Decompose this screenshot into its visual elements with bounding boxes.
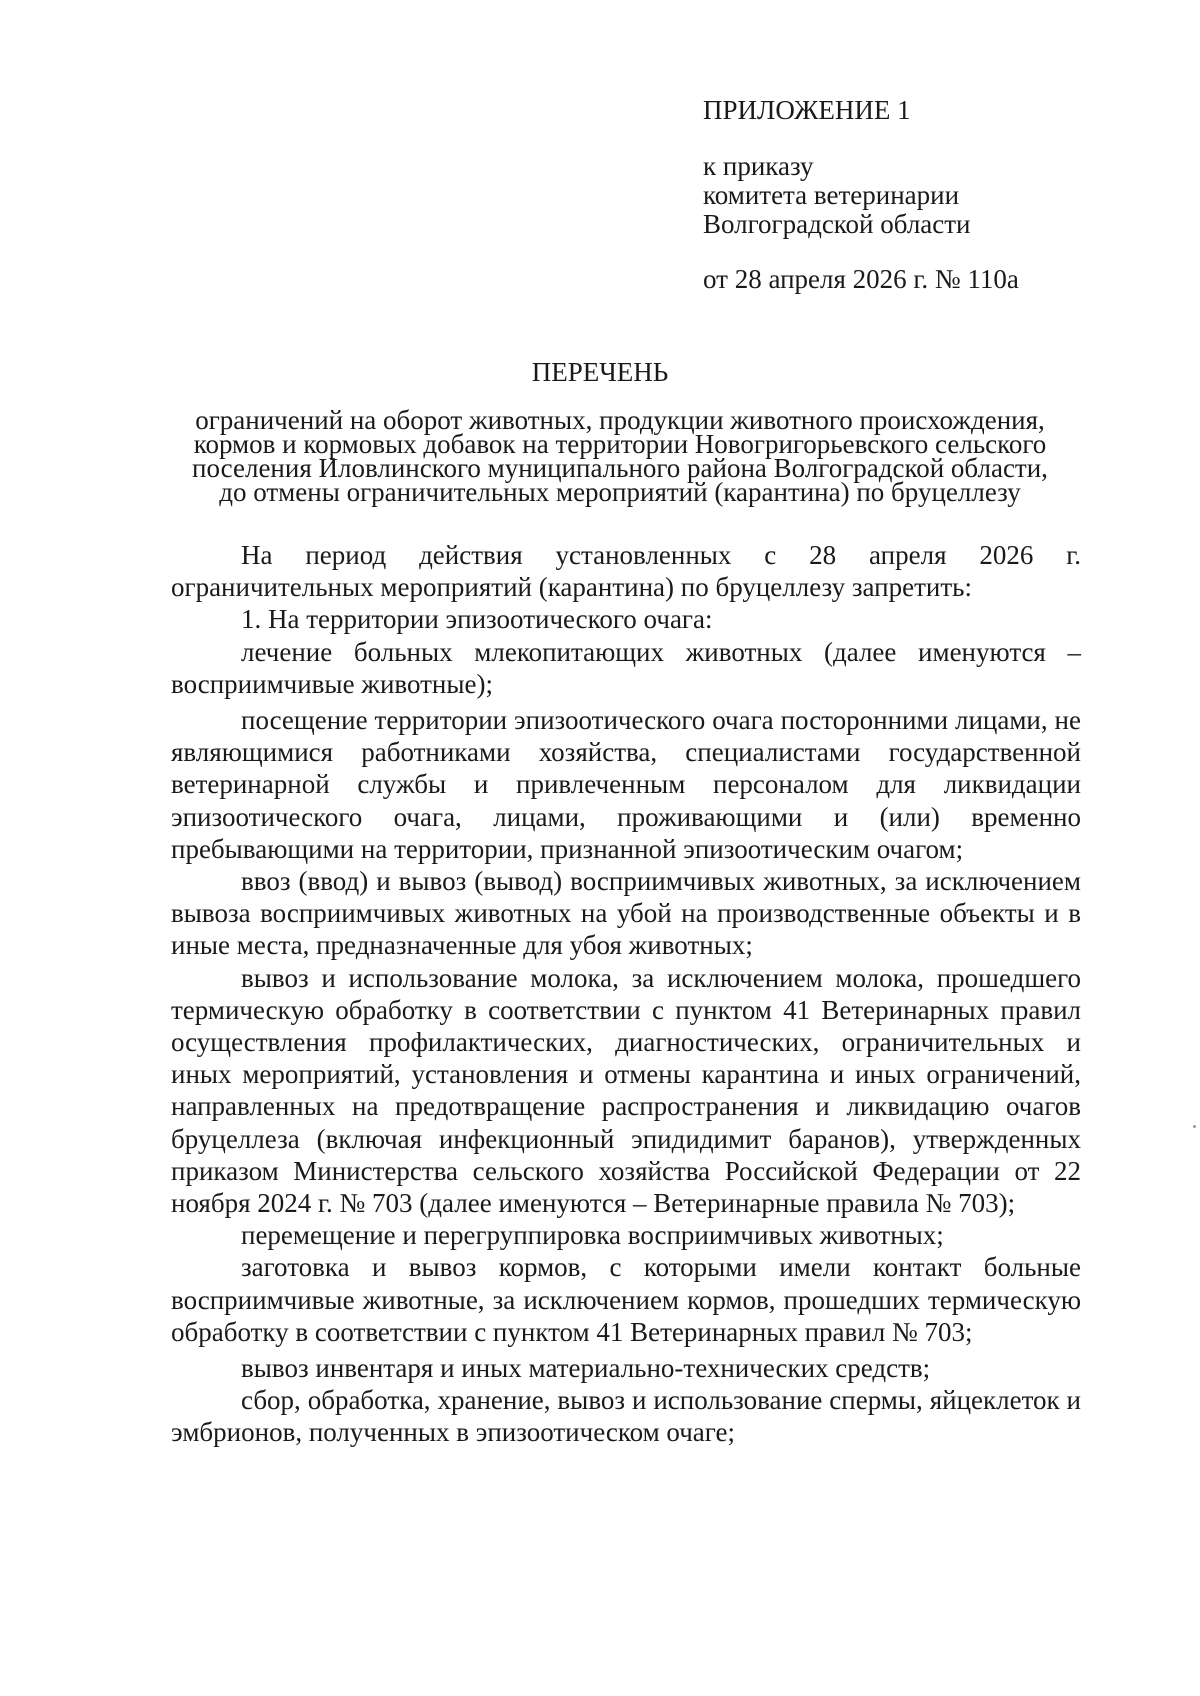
subtitle-line: до отмены ограничительных мероприятий (карантина) по бруцеллезу <box>219 477 1021 507</box>
document-subtitle <box>150 405 1090 507</box>
appendix-line-1: к приказу <box>703 151 814 181</box>
document-title: ПЕРЕЧЕНЬ <box>531 357 669 387</box>
paragraph: посещение территории эпизоотического очага посторонними лицами, не являющимися работниками хозяйства, специалистами государственной ветеринарной службы и привлеченным персоналом для ликвидации эпизоотического очага, лицами, проживающими и (или) временно пребывающими на территории, признанной эпизоотическим очагом; <box>171 705 1081 864</box>
document-body <box>171 539 1081 1449</box>
appendix-title: ПРИЛОЖЕНИЕ 1 <box>703 95 911 125</box>
appendix-line-3: Волгоградской области <box>703 209 971 239</box>
paragraph: заготовка и вывоз кормов, с которыми имели контакт больные восприимчивые животные, за исключением кормов, прошедших термическую обработку в соответствии с пунктом 41 Ветеринарных правил № 703; <box>171 1252 1081 1347</box>
paragraph: ввоз (ввод) и вывоз (вывод) восприимчивых животных, за исключением вывоза восприимчивых животных на убой на производственные объекты и в иные места, предназначенные для убоя животных; <box>171 866 1081 961</box>
paragraph: сбор, обработка, хранение, вывоз и использование спермы, яйцеклеток и эмбрионов, полученных в эпизоотическом очаге; <box>171 1385 1081 1448</box>
appendix-line-2: комитета ветеринарии <box>703 180 960 210</box>
paragraph-item-1: 1. На территории эпизоотического очага: <box>241 604 713 635</box>
paragraph: вывоз и использование молока, за исключением молока, прошедшего термическую обработку в соответствии с пунктом 41 Ветеринарных правил осуществления профилактических, диагностических, ограничительных и иных мероприятий, установления и отмены карантина и иных ограничений, направленных на предотвращение распространения и ликвидацию очагов бруцеллеза (включая инфекционный эпидидимит баранов), утвержденных приказом Министерства сельского хозяйства Российской Федерации от 22 ноября 2024 г. № 703 (далее именуются – Ветеринарные правила № 703); <box>171 962 1081 1219</box>
paragraph-intro: На период действия установленных с 28 апреля 2026 г. ограничительных мероприятий (карантина) по бруцеллезу запретить: <box>171 540 1081 603</box>
paragraph: вывоз инвентаря и иных материально-технических средств; <box>241 1353 931 1384</box>
appendix-block <box>703 96 1123 294</box>
appendix-date: от 28 апреля 2026 г. № 110а <box>703 264 1019 294</box>
subtitle-line: поселения Иловлинского муниципального района Волгоградской области, <box>192 453 1048 483</box>
scan-speck <box>1193 1125 1196 1128</box>
subtitle-line: ограничений на оборот животных, продукции животного происхождения, <box>195 405 1045 435</box>
subtitle-line: кормов и кормовых добавок на территории Новогригорьевского сельского <box>193 429 1047 459</box>
paragraph: перемещение и перегруппировка восприимчивых животных; <box>241 1220 944 1251</box>
paragraph: лечение больных млекопитающих животных (далее именуются – восприимчивые животные); <box>171 636 1081 699</box>
